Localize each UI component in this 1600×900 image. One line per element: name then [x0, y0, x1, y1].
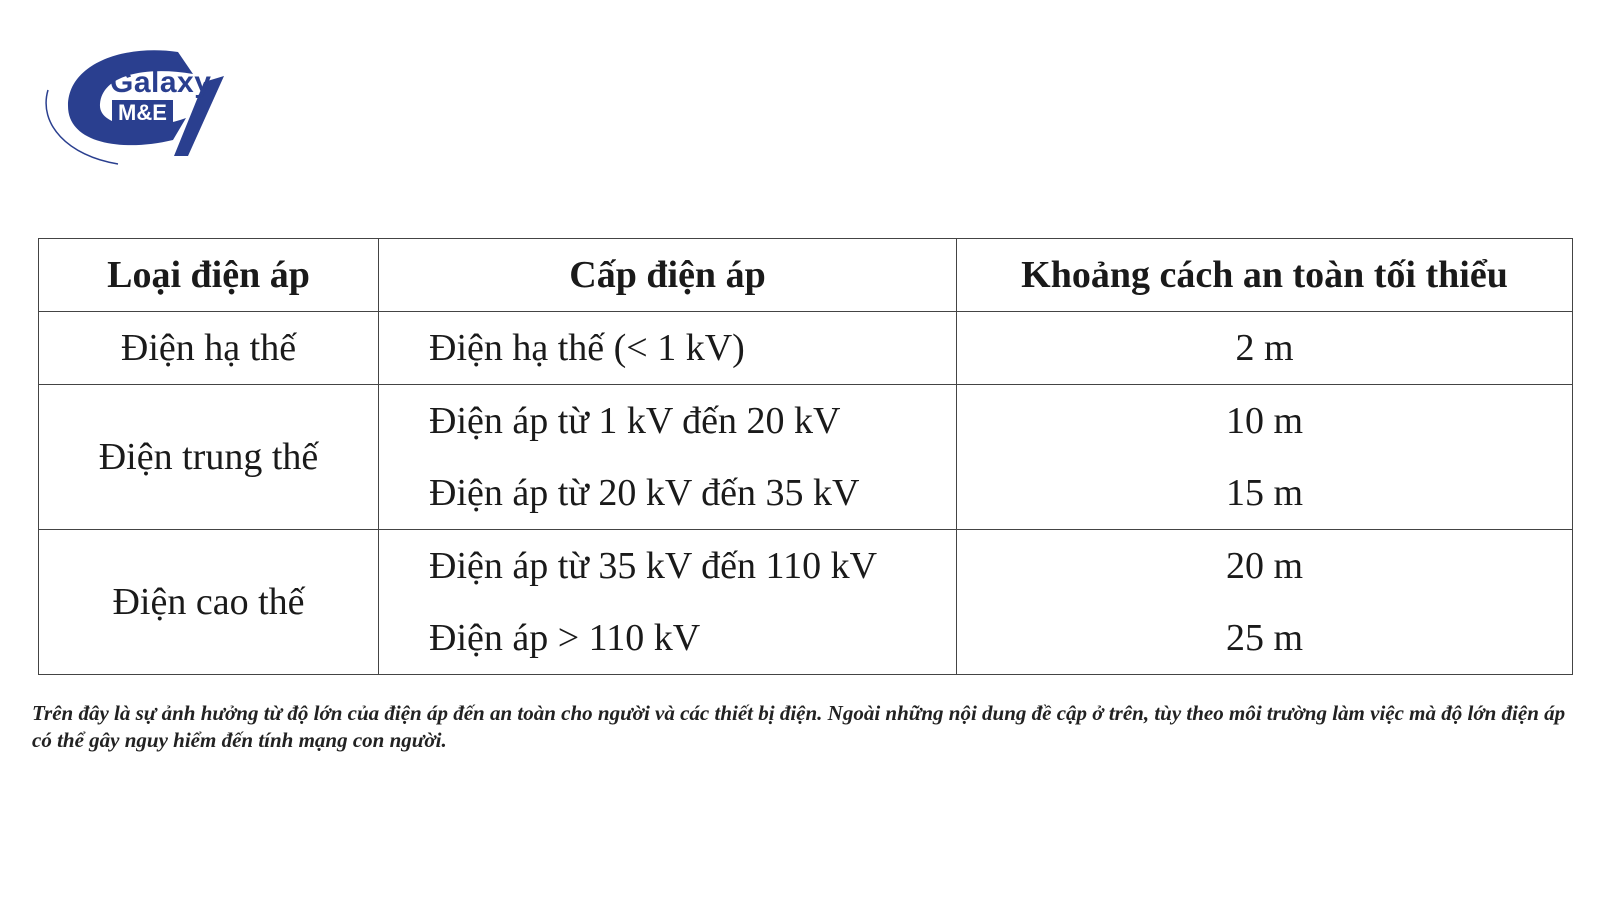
table-row	[39, 530, 1573, 675]
distance-line: 2 m	[1235, 327, 1294, 369]
voltage-level-cell	[379, 312, 957, 385]
logo-brand-text: Galaxy	[110, 66, 212, 99]
table-header-row	[39, 239, 1573, 312]
voltage-level-line: Điện hạ thế (< 1 kV)	[429, 327, 745, 369]
voltage-level-line: Điện áp > 110 kV	[429, 617, 701, 659]
distance-line: 10 m	[1225, 400, 1304, 442]
header-voltage-type: Loại điện áp	[39, 239, 379, 312]
distance-line: 25 m	[1225, 617, 1304, 659]
voltage-level-line: Điện áp từ 1 kV đến 20 kV	[429, 400, 841, 442]
logo-sub-brand-text: M&E	[112, 100, 173, 126]
voltage-level-cell	[379, 530, 957, 675]
distance-line: 15 m	[1225, 472, 1304, 514]
voltage-level-line: Điện áp từ 20 kV đến 35 kV	[429, 472, 860, 514]
voltage-type-cell: Điện trung thế	[39, 385, 379, 530]
voltage-safety-table	[38, 238, 1573, 675]
header-voltage-level: Cấp điện áp	[379, 239, 957, 312]
voltage-level-line: Điện áp từ 35 kV đến 110 kV	[429, 545, 878, 587]
distance-line: 20 m	[1225, 545, 1304, 587]
company-logo	[28, 44, 238, 184]
distance-cell	[957, 312, 1573, 385]
header-min-safe-distance: Khoảng cách an toàn tối thiểu	[957, 239, 1573, 312]
table-row	[39, 312, 1573, 385]
voltage-type-cell: Điện hạ thế	[39, 312, 379, 385]
distance-cell	[957, 385, 1573, 530]
voltage-type-cell: Điện cao thế	[39, 530, 379, 675]
caption-text: Trên đây là sự ảnh hưởng từ độ lớn của điện áp đến an toàn cho người và các thiết bị điện. Ngoài những nội dung đề cập ở trên, tùy theo môi trường làm việc mà độ lớn điện áp có thể gây nguy hiểm đến tính mạng con người.	[32, 701, 1566, 752]
distance-cell	[957, 530, 1573, 675]
voltage-level-cell	[379, 385, 957, 530]
table-row	[39, 385, 1573, 530]
